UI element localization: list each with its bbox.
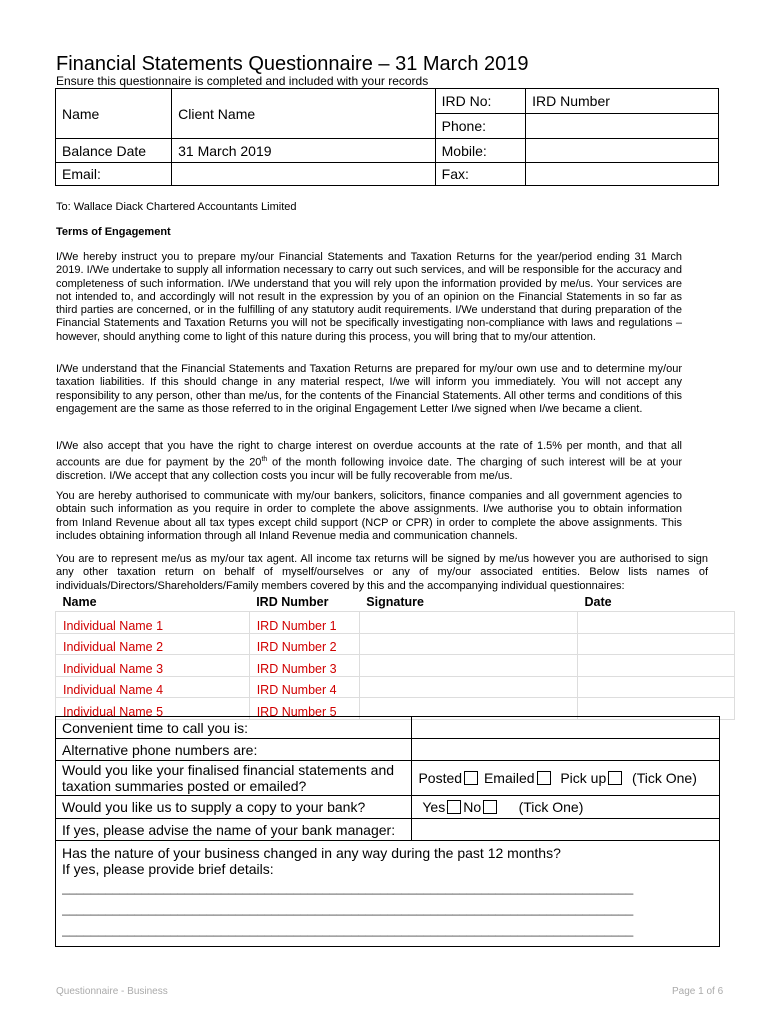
paragraph-instruct: I/We hereby instruct you to prepare my/our Financial Statements and Taxation Returns for the year/period ending 31 March 2019. I/We undertake to supply all information necessary to carry out such services, and will be responsible for the accuracy and completeness of such information. I/We understand that you will rely upon the information provided by me/us. Your services are not intended to, and accordingly will not result in the expression by you of an opinion on the Financial Statements in so far as third parties are concerned, or in the fulfilling of any statutory audit requirements. I/We understand that during preparation of the Financial Statements and Taxation Returns you will not be specifically investigating non-compliance with laws and regulations – however, should anything come to light of this nature during this process, you will bring that to my/our attention. xyxy=(56,251,682,343)
bank-manager-field[interactable] xyxy=(412,819,720,841)
mobile-field[interactable] xyxy=(526,139,719,163)
call-time-label: Convenient time to call you is: xyxy=(56,717,412,739)
individual-name[interactable]: Individual Name 5 xyxy=(56,698,250,720)
signatories-table xyxy=(55,592,735,720)
call-time-field[interactable] xyxy=(412,717,720,739)
no-checkbox[interactable] xyxy=(483,800,497,814)
signature-cell[interactable] xyxy=(359,655,577,677)
interest-sup: th xyxy=(261,456,268,464)
client-details-table xyxy=(55,88,719,186)
paragraph-agent: You are to represent me/us as my/our tax agent. All income tax returns will be signed by me/us however you are authorised to sign any other taxation return on behalf of myself/ourselves or any of my/our associated entities. Below lists names of individuals/Directors/Shareholders/Family members covered by this and the accompanying individual questionnaires: xyxy=(56,553,708,592)
bank-manager-question: If yes, please advise the name of your bank manager: xyxy=(56,819,412,841)
answer-line[interactable]: _______________________________________________________________________________ xyxy=(62,901,634,916)
questions-table xyxy=(55,716,720,947)
tick-one-label-2: (Tick One) xyxy=(518,799,584,815)
date-cell[interactable] xyxy=(577,655,734,677)
balance-date-value[interactable]: 31 March 2019 xyxy=(172,139,436,163)
ird-label: IRD No: xyxy=(435,89,525,114)
no-label: No xyxy=(463,799,482,815)
answer-line[interactable]: _______________________________________________________________________________ xyxy=(62,880,634,895)
table-row xyxy=(56,655,735,677)
col-ird-header: IRD Number xyxy=(256,594,329,609)
signature-cell[interactable] xyxy=(359,633,577,655)
individual-name[interactable]: Individual Name 2 xyxy=(56,633,250,655)
answer-lines xyxy=(62,877,713,940)
emailed-label: Emailed xyxy=(483,770,535,786)
terms-heading: Terms of Engagement xyxy=(56,226,171,238)
paragraph-interest xyxy=(56,440,682,484)
nature-changed-question: Has the nature of your business changed in any way during the past 12 months? xyxy=(62,845,561,861)
pickup-label: Pick up xyxy=(560,770,607,786)
paragraph-authorise: You are hereby authorised to communicate with my/our bankers, solicitors, finance companies and all government agencies to obtain such information as you require in order to complete the above assignments. I/we authorise you to obtain information from Inland Revenue about all tax types except child support (NCP or CPR) in order to complete the above assignments. This includes obtaining information through all Inland Revenue media and communication channels. xyxy=(56,490,682,542)
posted-label: Posted xyxy=(418,770,463,786)
signature-cell[interactable] xyxy=(359,676,577,698)
mobile-label: Mobile: xyxy=(435,139,525,163)
individual-ird[interactable]: IRD Number 3 xyxy=(249,655,359,677)
footer-page-number: Page 1 of 6 xyxy=(672,986,724,997)
phone-field[interactable] xyxy=(526,114,719,139)
answer-line[interactable]: _______________________________________________________________________________ xyxy=(62,922,634,937)
footer-document-name: Questionnaire - Business xyxy=(56,986,168,997)
pickup-checkbox[interactable] xyxy=(608,771,622,785)
bank-copy-options xyxy=(412,796,720,819)
fax-field[interactable] xyxy=(526,163,719,186)
bank-copy-question: Would you like us to supply a copy to your bank? xyxy=(56,796,412,819)
table-row xyxy=(56,612,735,634)
col-name-header: Name xyxy=(62,594,97,609)
to-line: To: Wallace Diack Chartered Accountants Limited xyxy=(56,201,297,213)
yes-label: Yes xyxy=(422,799,446,815)
table-row xyxy=(56,633,735,655)
nature-change-cell[interactable] xyxy=(56,841,720,947)
name-label: Name xyxy=(56,89,172,139)
client-name[interactable]: Client Name xyxy=(172,89,436,139)
ird-value[interactable]: IRD Number xyxy=(526,89,719,114)
email-label: Email: xyxy=(56,163,172,186)
date-cell[interactable] xyxy=(577,676,734,698)
individual-ird[interactable]: IRD Number 1 xyxy=(249,612,359,634)
date-cell[interactable] xyxy=(577,612,734,634)
individual-name[interactable]: Individual Name 3 xyxy=(56,655,250,677)
individual-name[interactable]: Individual Name 4 xyxy=(56,676,250,698)
paragraph-use: I/We understand that the Financial Statements and Taxation Returns are prepared for my/our own use and to determine my/our taxation liabilities. If this should change in any material respect, I/we will inform you immediately. You will not accept any responsibility to any person, other than me/us, for the contents of the Financial Statements. All other terms and conditions of this engagement are the same as those referred to in the original Engagement Letter I/we signed when I/we became a client. xyxy=(56,363,682,415)
delivery-options xyxy=(412,761,720,796)
brief-details-label: If yes, please provide brief details: xyxy=(62,861,274,877)
page-subtitle: Ensure this questionnaire is completed and included with your records xyxy=(56,74,429,88)
date-cell[interactable] xyxy=(577,633,734,655)
signature-cell[interactable] xyxy=(359,612,577,634)
tick-one-label: (Tick One) xyxy=(632,770,697,786)
interest-text-1: I/We also accept that you have the right to charge interest on overdue accounts at the rate of 1.5% per month, and that all accounts are due for payment by the 20 xyxy=(56,440,682,469)
yes-checkbox[interactable] xyxy=(447,800,461,814)
emailed-checkbox[interactable] xyxy=(537,771,551,785)
table-row xyxy=(56,676,735,698)
col-date-header: Date xyxy=(584,594,612,609)
individual-ird[interactable]: IRD Number 2 xyxy=(249,633,359,655)
individual-ird[interactable]: IRD Number 5 xyxy=(249,698,359,720)
alt-phone-label: Alternative phone numbers are: xyxy=(56,739,412,761)
balance-date-label: Balance Date xyxy=(56,139,172,163)
individual-ird[interactable]: IRD Number 4 xyxy=(249,676,359,698)
phone-label: Phone: xyxy=(435,114,525,139)
interest-text-2: of the month following invoice date. The charging of such interest will be at your discretion. I/We accept that any collection costs you incur will be fully recoverable from me/us. xyxy=(56,456,683,483)
col-signature-header: Signature xyxy=(366,594,424,609)
posted-checkbox[interactable] xyxy=(464,771,478,785)
finalised-question: Would you like your finalised financial statements and taxation summaries posted or emailed? xyxy=(56,761,412,796)
fax-label: Fax: xyxy=(435,163,525,186)
individual-name[interactable]: Individual Name 1 xyxy=(56,612,250,634)
email-field[interactable] xyxy=(172,163,436,186)
page-title: Financial Statements Questionnaire – 31 March 2019 xyxy=(56,53,529,75)
alt-phone-field[interactable] xyxy=(412,739,720,761)
